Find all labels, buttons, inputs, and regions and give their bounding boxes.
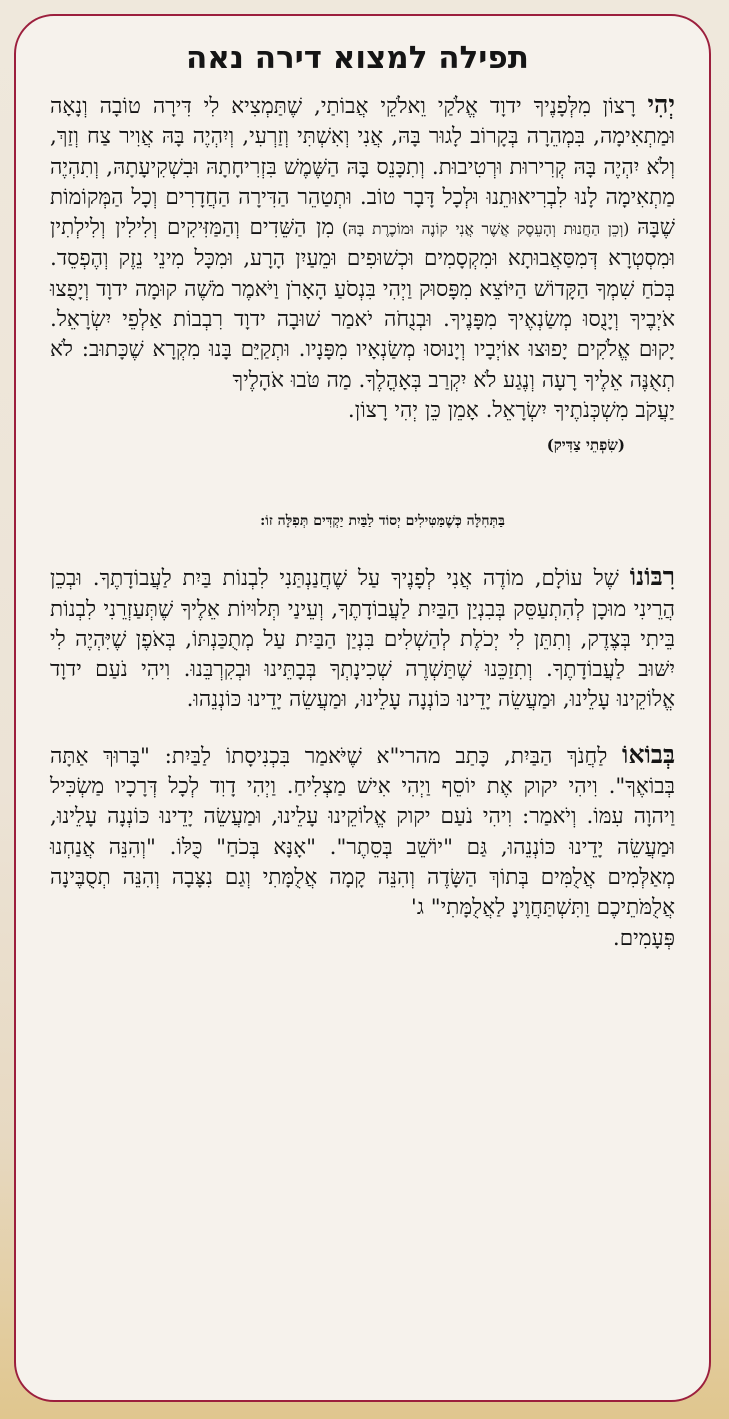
- prayer-text: שֶׁל עוֹלָם, מוֹדֶה אֲנִי לְפָנֶיךָ עַל שֶׁחֲנַנְתַּנִי לִבְנוֹת בַּיִת לַעֲבוֹדָתֶךָ. וּבְכֵן הֲרֵינִי מוּכָן לְהִתְעַסֵּק בְּבִנְיַן הַבַּיִת לַעֲבוֹדָתֶךָ, וְעֵינַי תְּלוּיוֹת אֵלֶיךָ שֶׁתְּעַזְרֵנִי לִבְנוֹת בֵּיתִי בְּצֶדֶק, וְתִתֵּן לִי יְכֹלֶת לְהַשְׁלִים בִּנְיַן הַבַּיִת עַל מְתֻכַּנְתּוֹ, בְּאֹפֶן שֶׁיִּהְיֶה לִי יִשּׁוּב לַעֲבוֹדָתֶךָ. וְתִזַכֵּנוּ שֶׁתַּשְׁרֶה שְׁכִינָתְךָ בְּבָתֵּינוּ וּבְקִרְבֵּנוּ. וִיהִי נֹעַם ידוָד אֱלוֹקֵינוּ עָלֵינוּ, וּמַעֲשֵׂה יָדֵינוּ כּוֹנְנָה עָלֵינוּ, וּמַעֲשֵׂה יָדֵינוּ כּוֹנְנֵהוּ.: [50, 566, 675, 713]
- prayer-content: [50, 40, 675, 1410]
- prayer-opening-word: יְהִי: [647, 90, 675, 119]
- instruction-note: בַּתְּחִלָּה כְּשֶׁמַּטִּילִים יְסוֹד לַבַּיִת יַקְדִּים תְּפִלָּה זוֹ:: [260, 513, 505, 530]
- prayer-text: רָצוֹן מִלְּפָנֶיךָ ידוָד אֱלֹקַי וֵאלֹקֵי אֲבוֹתַי, שֶׁתַּמְצִיא לִי דִּירָה טוֹבָה וְנָאָה וּמַתְאִימָה, בִּמְהֵרָה בְּקָרוֹב לָגוּר בָּהּ, אֲנִי וְאִשְׁתִּי וְזַרְעִי, וְיִהְיֶה בָּהּ אֲוִיר צַח וְזַךְ, וְלֹא יִהְיֶה בָּהּ קְרִירוּת וּרְטִיבוּת. וְתִכָּנֵס בָּהּ הַשֶּׁמֶשׁ בִּזְרִיחָתָהּ וּבִשְׁקִיעָתָהּ, וְתִהְיֶה מַתְאִימָה לָנוּ לִבְרִיאוּתֵנוּ וּלְכָל דָּבָר טוֹב. וּתְטַהֵר הַדִּירָה הַחֲדָרִים וְכָל הַמְּקוֹמוֹת שֶׁבָּהּ: [50, 94, 676, 241]
- prayer-text: לַחֲנֹךְ הַבַּיִת, כָּתַב מהרי"א שֶׁיֹּאמַר בִּכְנִיסָתוֹ לַבַּיִת: "בָּרוּךְ אַתָּה בְּבוֹאֶךָ". וִיהִי יקוק אֶת יוֹסֵף וַיְהִי אִישׁ מַצְלִיחַ. וַיְהִי דָוִד לְכָל דְּרָכָיו מַשְׂכִּיל וַיהוָה עִמּוֹ. וְיֹאמַר: וִיהִי נֹעַם יקוק אֱלוֹקֵינוּ עָלֵינוּ, וּמַעֲשֵׂה יָדֵינוּ כּוֹנְנָה עָלֵינוּ, וּמַעֲשֵׂה יָדֵינוּ כּוֹנְנֵהוּ, גַּם "יוֹשֵׁב בְּסֵתֶר". "אָנָּא בְּכֹחַ" כֻּלּוֹ. "וְהִנֵּה אֲנַחְנוּ מְאַלְּמִים אֲלֻמִּים בְּתוֹךְ הַשָּׂדֶה וְהִנֵּה קָמָה אֲלֻמָּתִי וְגַם נִצָּבָה וְהִנֵּה תְסֻבֶּינָה אֲלֻמֹּתֵיכֶם וַתִּשְׁתַּחֲוֶינָ לַאֲלֻמָּתִי" ג': [50, 743, 675, 921]
- source-attribution: (שִׂפְתֵי צַדִּיק): [546, 436, 625, 455]
- prayer-text: מִן הַשֵּׁדִים וְהַמַּזִּיקִים וְלִילִין וְלִילְתִין וּמִסְטְרָא דְּמִסַּאֲבוּתָא וּמִקְסָמִים וּכְשׁוּפִים וּמֵעַיִן הָרָע, וּמִכָּל מִינֵי נֵזֶק וְהֶפְסֵד. בְּכֹחַ שִׁמְךָ הַקָּדוֹשׁ הַיּוֹצֵא מִפָּסוּק וַיְהִי בִּנְסֹעַ הָאָרֹן וַיֹּאמֶר מֹשֶׁה קוּמָה ידוָד וְיָפֻצוּ אֹיְבֶיךָ וְיָנֻסוּ מְשַׂנְאֶיךָ מִפָּנֶיךָ. וּבְנֻחֹה יֹאמַר שׁוּבָה ידוָד רִבְבוֹת אַלְפֵי יִשְׂרָאֵל. יָקוּם אֱלֹקִים יָפוּצוּ אוֹיְבָיו וְיָנוּסוּ מְשַׂנְאָיו מִפָּנָיו. וּתְקַיֵּם בָּנוּ מִקְרָא שֶׁכָּתוּב: לֹא תְאֻנֶּה אֵלֶיךָ רָעָה וְנֶגַע לֹא יִקְרַב בְּאָהֳלֶךָ. מַה טֹּבוּ אֹהָלֶיךָ: [50, 215, 675, 393]
- prayer-apartment: [50, 90, 675, 426]
- prayer-opening-word: רִבּוֹנוֹ: [629, 562, 675, 592]
- page-title: תפילה למצוא דירה נאה: [186, 40, 529, 76]
- prayer-parenthetical: (וְכֵן הַחֲנוּת וְהָעֵסֶק אֲשֶׁר אֲנִי קוֹנֶה וּמוֹכֶרֶת בָּהּ): [334, 220, 638, 239]
- prayer-closing-line: פְּעָמִים.: [612, 925, 675, 951]
- prayer-closing-line: יַעֲקֹב מִשְׁכְּנֹתֶיךָ יִשְׂרָאֵל. אָמֵן כֵּן יְהִי רָצוֹן.: [347, 397, 675, 423]
- prayer-house-dedication: [50, 740, 675, 954]
- prayer-building: [50, 562, 675, 715]
- prayer-opening-word: בְּבוֹאוֹ: [622, 739, 675, 769]
